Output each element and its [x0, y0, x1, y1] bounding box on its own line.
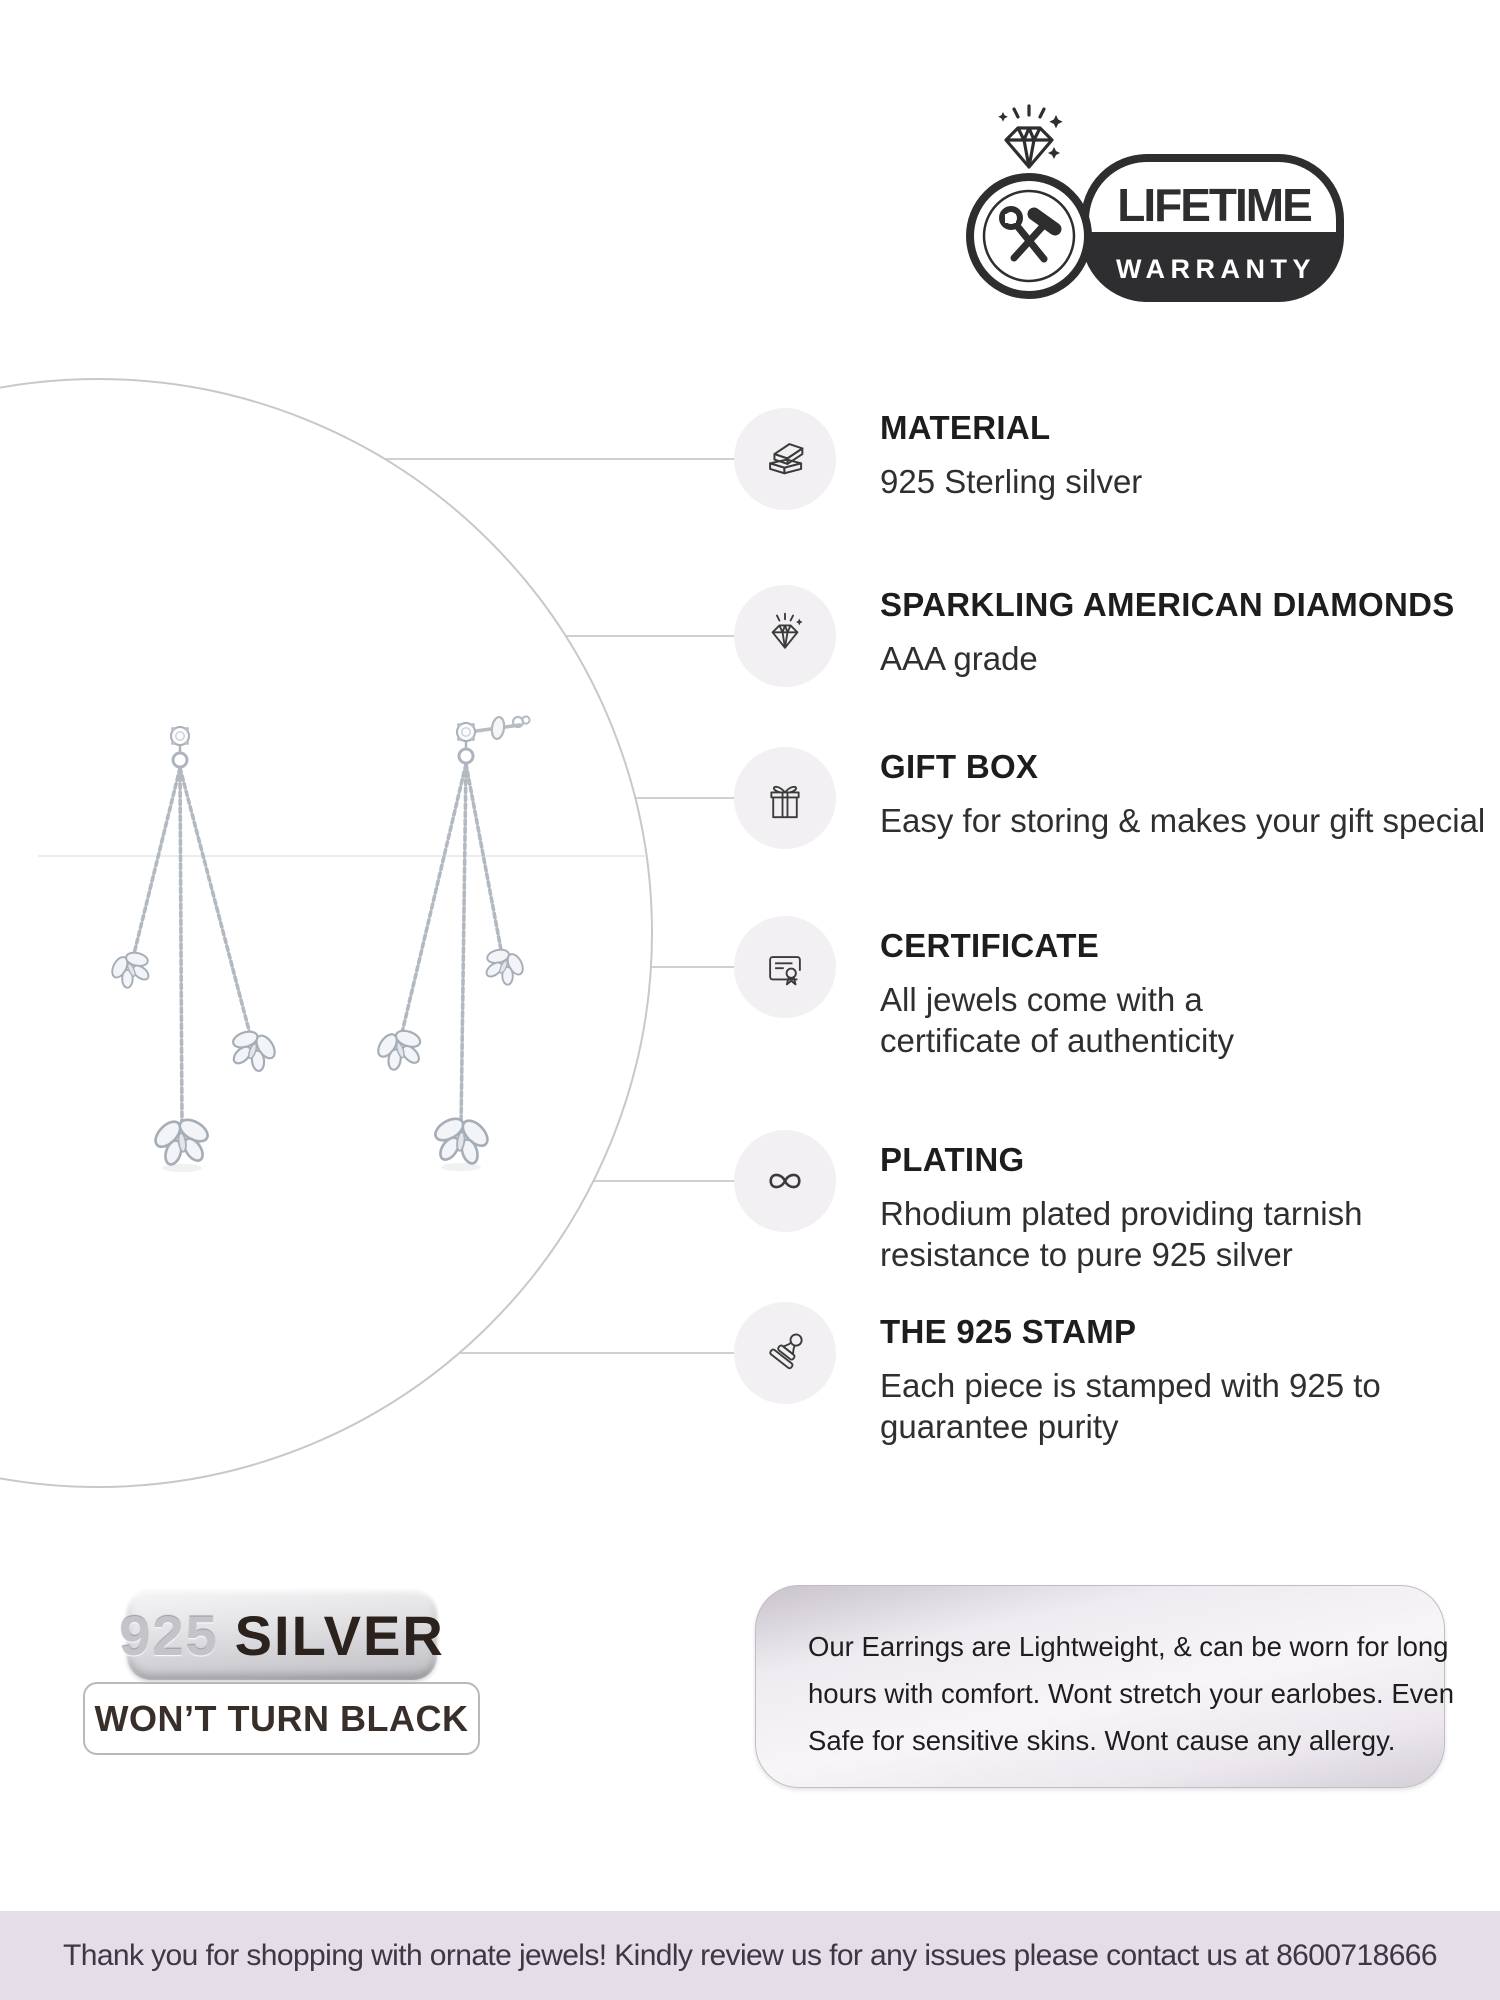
right-earring: [370, 716, 532, 1168]
feature-desc-line2: resistance to pure 925 silver: [880, 1236, 1293, 1273]
product-circle: [0, 379, 652, 1487]
feature-gift-box: [734, 747, 1485, 849]
feature-desc: All jewels come with a: [880, 981, 1203, 1018]
left-earring: [103, 727, 283, 1169]
icon-circle: [734, 585, 836, 687]
feature-title: CERTIFICATE: [880, 927, 1100, 964]
feature-title: MATERIAL: [880, 409, 1051, 446]
badge-subtitle: WARRANTY: [1116, 254, 1316, 284]
badge-title: LIFETIME: [1117, 179, 1311, 231]
icon-circle: [734, 1130, 836, 1232]
icon-circle: [734, 747, 836, 849]
footer-bar: [0, 1911, 1500, 2000]
feature-desc: Easy for storing & makes your gift special: [880, 802, 1486, 839]
925-silver-plate: [119, 1590, 445, 1680]
icon-circle: [734, 1302, 836, 1404]
feature-material: [734, 408, 1142, 510]
feature-title: THE 925 STAMP: [880, 1313, 1137, 1350]
feature-plating: [734, 1130, 1362, 1275]
wont-turn-black-badge: [83, 1682, 480, 1755]
feature-desc: Rhodium plated providing tarnish: [880, 1195, 1363, 1232]
certificate-icon: [754, 936, 816, 998]
comfort-note-box: [755, 1585, 1455, 1788]
feature-925-stamp: [734, 1302, 1381, 1447]
feature-desc: Each piece is stamped with 925 to: [880, 1367, 1381, 1404]
plate-label: SILVER: [234, 1603, 445, 1667]
note-line: Our Earrings are Lightweight, & can be worn for long: [808, 1631, 1449, 1662]
feature-diamonds: [734, 585, 1455, 687]
feature-desc: 925 Sterling silver: [880, 463, 1143, 500]
icon-circle: [734, 408, 836, 510]
feature-title: PLATING: [880, 1141, 1025, 1178]
diamond-icon: [754, 605, 816, 667]
feature-desc-line2: guarantee purity: [880, 1408, 1119, 1445]
plate-number: 925: [119, 1603, 219, 1667]
tarnish-label: WON’T TURN BLACK: [94, 1697, 469, 1739]
feature-desc-line2: certificate of authenticity: [880, 1022, 1235, 1059]
icon-circle: [734, 916, 836, 1018]
feature-desc: AAA grade: [880, 640, 1038, 677]
footer-text: Thank you for shopping with ornate jewels! Kindly review us for any issues please contact us at 8600718666: [63, 1938, 1437, 1972]
lifetime-warranty-badge: [950, 95, 1360, 310]
product-image-earrings: [103, 716, 531, 1172]
gift-box-icon: [754, 767, 816, 829]
silver-bars-icon: [754, 428, 816, 490]
note-line: hours with comfort. Wont stretch your earlobes. Even: [808, 1678, 1455, 1709]
callout-lines: [385, 459, 740, 1353]
infinity-icon: [754, 1150, 816, 1212]
diamond-sparkle-icon: [998, 106, 1062, 167]
stamp-icon: [754, 1322, 816, 1384]
feature-certificate: [734, 916, 1234, 1061]
feature-title: GIFT BOX: [880, 748, 1039, 785]
note-line: Safe for sensitive skins. Wont cause any allergy.: [808, 1725, 1396, 1756]
feature-title: SPARKLING AMERICAN DIAMONDS: [880, 586, 1455, 623]
